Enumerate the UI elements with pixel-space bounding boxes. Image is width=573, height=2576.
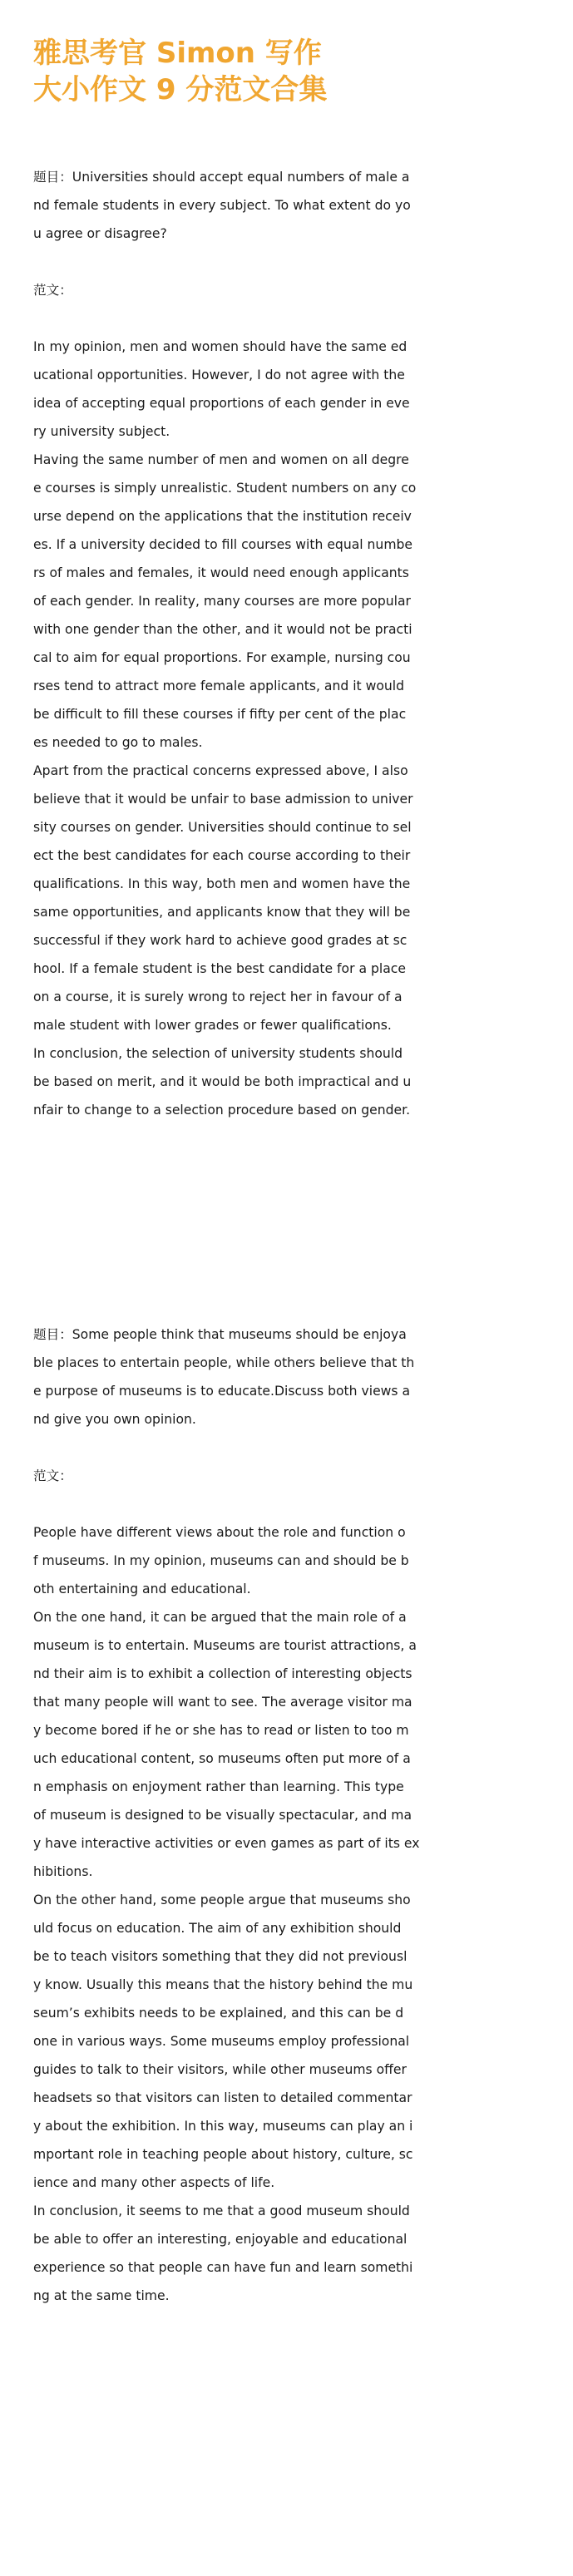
- body-line: y about the exhibition. In this way, museums can play an i: [33, 2119, 413, 2134]
- body-line: f museums. In my opinion, museums can and should be b: [33, 1553, 409, 1568]
- body-line: hibitions.: [33, 1864, 93, 1879]
- body-line: nfair to change to a selection procedure based on gender.: [33, 1103, 411, 1118]
- body-line: y become bored if he or she has to read or listen to too m: [33, 1723, 409, 1738]
- body-line: ience and many other aspects of life.: [33, 2175, 275, 2190]
- essay1-body: [33, 333, 545, 1124]
- body-line: ng at the same time.: [33, 2288, 170, 2303]
- body-line: with one gender than the other, and it would not be practi: [33, 622, 412, 637]
- body-line: cal to aim for equal proportions. For example, nursing cou: [33, 650, 411, 665]
- body-line: On the other hand, some people argue that museums sho: [33, 1893, 411, 1907]
- prompt-line: e purpose of museums is to educate.Discuss both views a: [33, 1384, 411, 1399]
- body-line: male student with lower grades or fewer qualifications.: [33, 1018, 392, 1033]
- body-line: nd their aim is to exhibit a collection of interesting objects: [33, 1666, 412, 1681]
- body-line: be difficult to fill these courses if fifty per cent of the plac: [33, 707, 407, 722]
- body-line: experience so that people can have fun and learn somethi: [33, 2260, 413, 2275]
- body-line: mportant role in teaching people about history, culture, sc: [33, 2147, 413, 2162]
- body-line: ucational opportunities. However, I do not agree with the: [33, 368, 405, 382]
- body-line: be based on merit, and it would be both impractical and u: [33, 1074, 412, 1089]
- body-line: hool. If a female student is the best candidate for a place: [33, 961, 406, 976]
- body-line: successful if they work hard to achieve good grades at sc: [33, 933, 408, 948]
- body-line: y have interactive activities or even games as part of its ex: [33, 1836, 420, 1851]
- page-title: [33, 35, 327, 108]
- body-line: y know. Usually this means that the history behind the mu: [33, 1977, 413, 1992]
- body-line: museum is to entertain. Museums are tourist attractions, a: [33, 1638, 417, 1653]
- prompt-line: 题目：Universities should accept equal numbers of male a: [33, 170, 410, 185]
- prompt-line: ble places to entertain people, while others believe that th: [33, 1355, 415, 1370]
- body-line: rses tend to attract more female applicants, and it would: [33, 679, 405, 693]
- body-line: be able to offer an interesting, enjoyable and educational: [33, 2232, 408, 2247]
- body-line: In conclusion, it seems to me that a good museum should: [33, 2203, 410, 2218]
- body-line: qualifications. In this way, both men and women have the: [33, 876, 411, 891]
- sample-label: 范文：: [33, 283, 72, 298]
- title-line-1: 雅思考官 Simon 写作: [33, 37, 322, 70]
- essay1-prompt: [33, 163, 545, 304]
- body-line: Apart from the practical concerns expressed above, I also: [33, 763, 408, 778]
- essay2-body: [33, 1518, 545, 2310]
- body-line: In my opinion, men and women should have the same ed: [33, 339, 408, 354]
- body-line: headsets so that visitors can listen to detailed commentar: [33, 2090, 412, 2105]
- body-line: sity courses on gender. Universities should continue to sel: [33, 820, 412, 835]
- body-line: es. If a university decided to fill courses with equal numbe: [33, 537, 412, 552]
- body-line: oth entertaining and educational.: [33, 1582, 251, 1596]
- body-line: People have different views about the role and function o: [33, 1525, 406, 1540]
- prompt-line: u agree or disagree?: [33, 226, 167, 241]
- title-line-2: 大小作文 9 分范文合集: [33, 73, 328, 106]
- body-line: believe that it would be unfair to base admission to univer: [33, 792, 413, 807]
- body-line: urse depend on the applications that the institution receiv: [33, 509, 412, 524]
- body-line: ry university subject.: [33, 424, 170, 439]
- body-line: seum’s exhibits needs to be explained, and this can be d: [33, 2006, 404, 2021]
- prompt-line: nd give you own opinion.: [33, 1412, 196, 1427]
- prompt-line: 题目：Some people think that museums should be enjoya: [33, 1327, 407, 1342]
- body-line: rs of males and females, it would need enough applicants: [33, 565, 409, 580]
- body-line: of museum is designed to be visually spectacular, and ma: [33, 1808, 412, 1823]
- body-line: In conclusion, the selection of university students should: [33, 1046, 403, 1061]
- body-line: uch educational content, so museums often put more of a: [33, 1751, 411, 1766]
- body-line: On the one hand, it can be argued that the main role of a: [33, 1610, 407, 1625]
- essay2-prompt: [33, 1320, 545, 1490]
- sample-label: 范文：: [33, 1468, 72, 1483]
- body-line: that many people will want to see. The average visitor ma: [33, 1695, 412, 1710]
- body-line: on a course, it is surely wrong to reject her in favour of a: [33, 989, 403, 1004]
- body-line: be to teach visitors something that they did not previousl: [33, 1949, 408, 1964]
- body-line: uld focus on education. The aim of any exhibition should: [33, 1921, 402, 1936]
- body-line: Having the same number of men and women on all degre: [33, 452, 409, 467]
- prompt-line: nd female students in every subject. To what extent do yo: [33, 198, 411, 213]
- body-line: e courses is simply unrealistic. Student numbers on any co: [33, 481, 417, 496]
- body-line: idea of accepting equal proportions of each gender in eve: [33, 396, 410, 411]
- body-line: of each gender. In reality, many courses are more popular: [33, 594, 411, 609]
- body-line: guides to talk to their visitors, while other museums offer: [33, 2062, 407, 2077]
- body-line: one in various ways. Some museums employ professional: [33, 2034, 410, 2049]
- body-line: same opportunities, and applicants know that they will be: [33, 905, 411, 920]
- body-line: es needed to go to males.: [33, 735, 203, 750]
- body-line: n emphasis on enjoyment rather than learning. This type: [33, 1779, 404, 1794]
- body-line: ect the best candidates for each course according to their: [33, 848, 411, 863]
